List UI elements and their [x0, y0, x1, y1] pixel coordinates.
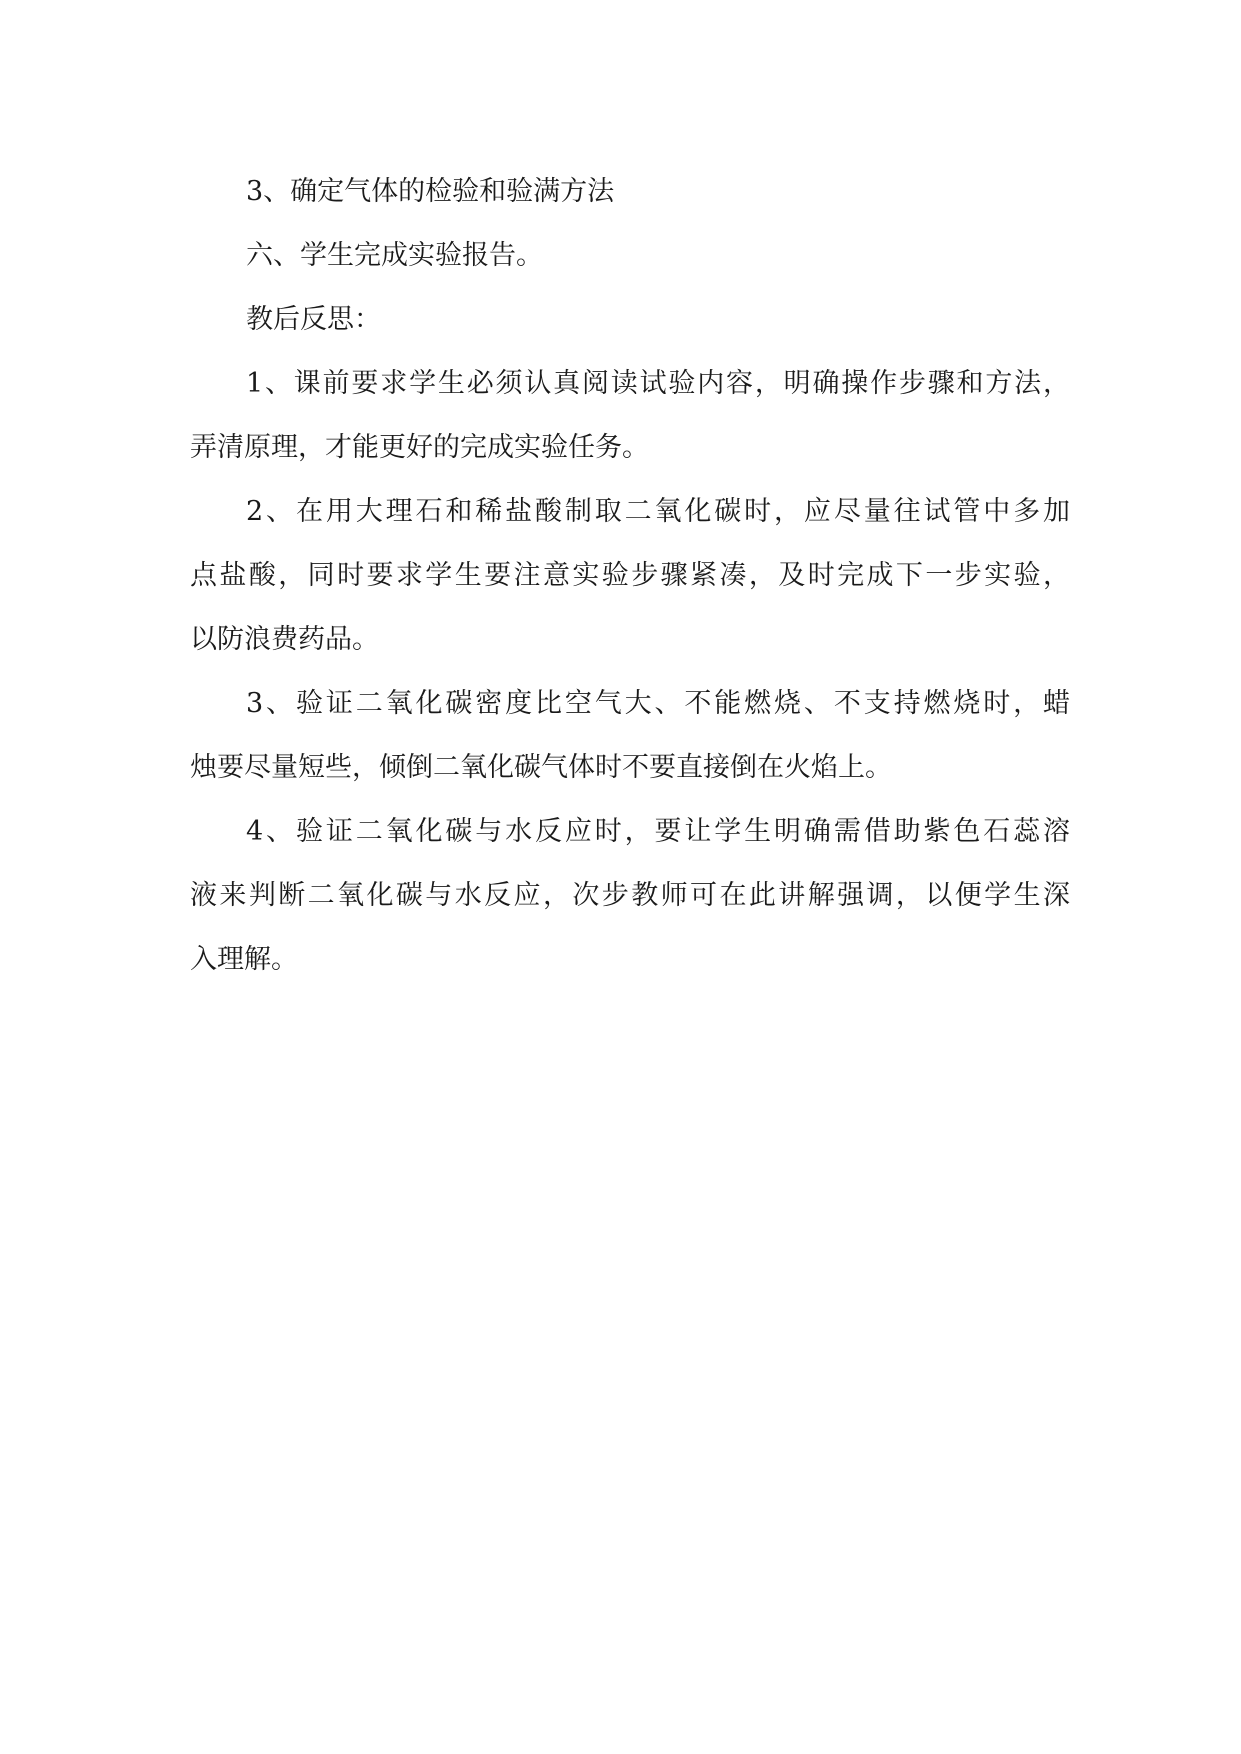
document-body	[190, 160, 1070, 992]
reflection-heading: 教后反思：	[246, 304, 381, 335]
reflection-1-line-1: 1、课前要求学生必须认真阅读试验内容，明确操作步骤和方法，	[246, 368, 1070, 399]
step-3-line: 3、确定气体的检验和验满方法	[246, 176, 615, 207]
reflection-3-line-2: 烛要尽量短些，倾倒二氧化碳气体时不要直接倒在火焰上。	[190, 752, 892, 783]
section-6-line: 六、学生完成实验报告。	[246, 240, 543, 271]
reflection-2-line-2: 点盐酸，同时要求学生要注意实验步骤紧凑，及时完成下一步实验，	[190, 560, 1070, 591]
reflection-3-line-1: 3、验证二氧化碳密度比空气大、不能燃烧、不支持燃烧时，蜡	[246, 688, 1070, 719]
reflection-2-line-3: 以防浪费药品。	[190, 624, 379, 655]
reflection-4-line-2: 液来判断二氧化碳与水反应，次步教师可在此讲解强调，以便学生深	[190, 880, 1070, 911]
reflection-4-line-1: 4、验证二氧化碳与水反应时，要让学生明确需借助紫色石蕊溶	[246, 816, 1070, 847]
reflection-4-line-3: 入理解。	[190, 944, 298, 975]
reflection-2-line-1: 2、在用大理石和稀盐酸制取二氧化碳时，应尽量往试管中多加	[246, 496, 1070, 527]
reflection-1-line-2: 弄清原理，才能更好的完成实验任务。	[190, 432, 649, 463]
